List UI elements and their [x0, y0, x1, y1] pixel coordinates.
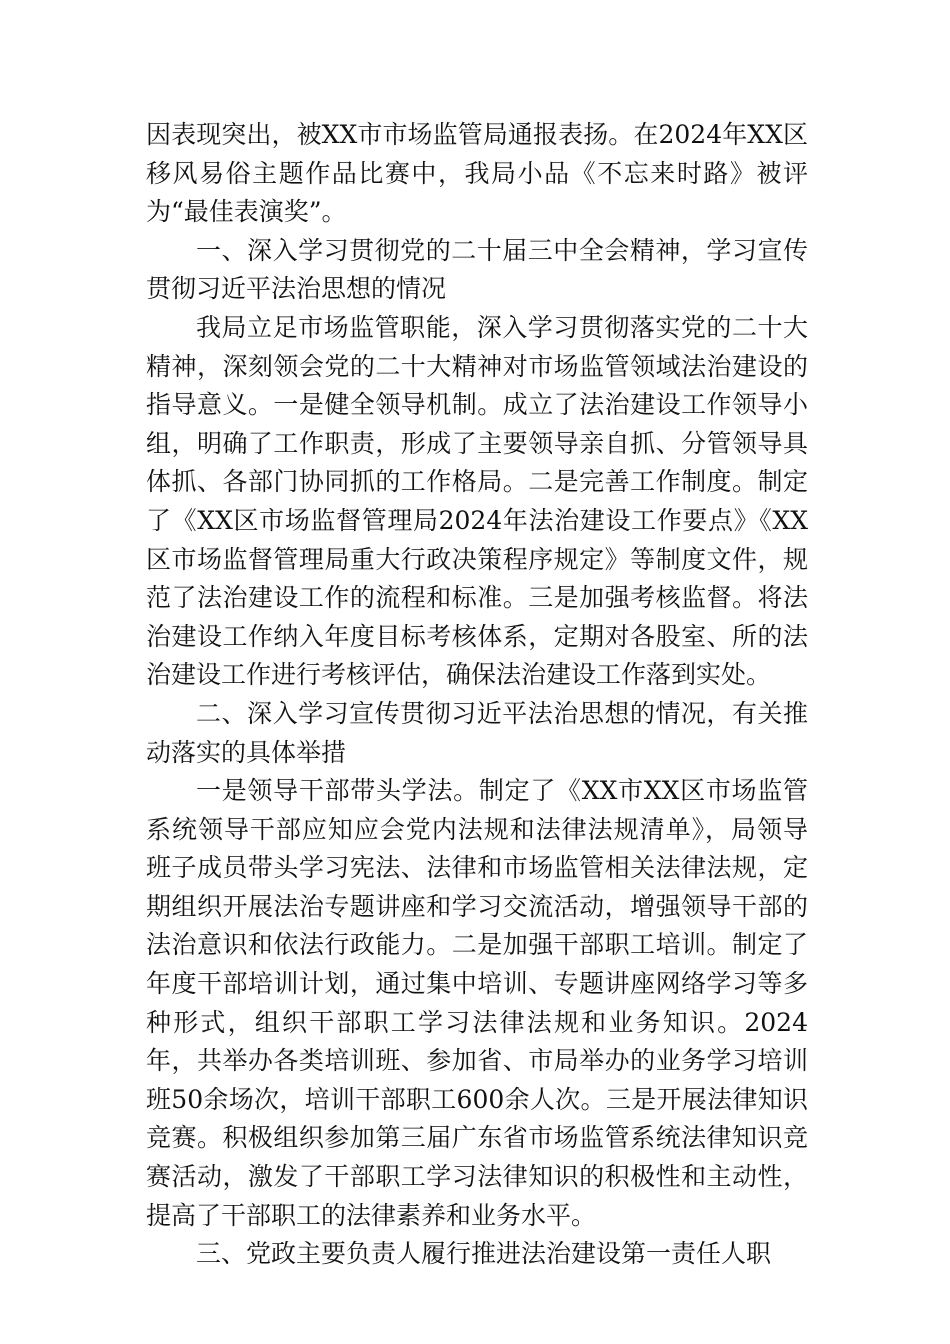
- section-heading-1: 一、深入学习贯彻党的二十届三中全会精神，学习宣传贯彻习近平法治思想的情况: [146, 235, 808, 304]
- section-2-body: 一是领导干部带头学法。制定了《XX市XX区市场监管系统领导干部应知应会党内法规和法律法规清单》，局领导班子成员带头学习宪法、法律和市场监管相关法律法规，定期组织开展法治专题讲座和学习交流活动，增强领导干部的法治意识和依法行政能力。二是加强干部职工培训。制定了年度干部培训计划，通过集中培训、专题讲座网络学习等多种形式，组织干部职工学习法律法规和业务知识。2024年，共举办各类培训班、参加省、市局举办的业务学习培训班50余场次，培训干部职工600余人次。三是开展法律知识竞赛。积极组织参加第三届广东省市场监管系统法律知识竞赛活动，激发了干部职工学习法律知识的积极性和主动性，提高了干部职工的法律素养和业务水平。: [146, 776, 808, 1230]
- section-1-body: 我局立足市场监管职能，深入学习贯彻落实党的二十大精神，深刻领会党的二十大精神对市场监管领域法治建设的指导意义。一是健全领导机制。成立了法治建设工作领导小组，明确了工作职责，形成了主要领导亲自抓、分管领导具体抓、各部门协同抓的工作格局。二是完善工作制度。制定了《XX区市场监督管理局2024年法治建设工作要点》《XX区市场监督管理局重大行政决策程序规定》等制度文件，规范了法治建设工作的流程和标准。三是加强考核监督。将法治建设工作纳入年度目标考核体系，定期对各股室、所的法治建设工作进行考核评估，确保法治建设工作落到实处。: [146, 312, 808, 690]
- section-heading-2: 二、深入学习宣传贯彻习近平法治思想的情况，有关推动落实的具体举措: [146, 698, 808, 767]
- section-heading-3: 三、党政主要负责人履行推进法治建设第一责任人职: [196, 1239, 772, 1269]
- document-body: [146, 116, 808, 1274]
- paragraph-continuation: 因表现突出，被XX市市场监管局通报表扬。在2024年XX区移风易俗主题作品比赛中，我局小品《不忘来时路》被评为“最佳表演奖”。: [146, 120, 808, 227]
